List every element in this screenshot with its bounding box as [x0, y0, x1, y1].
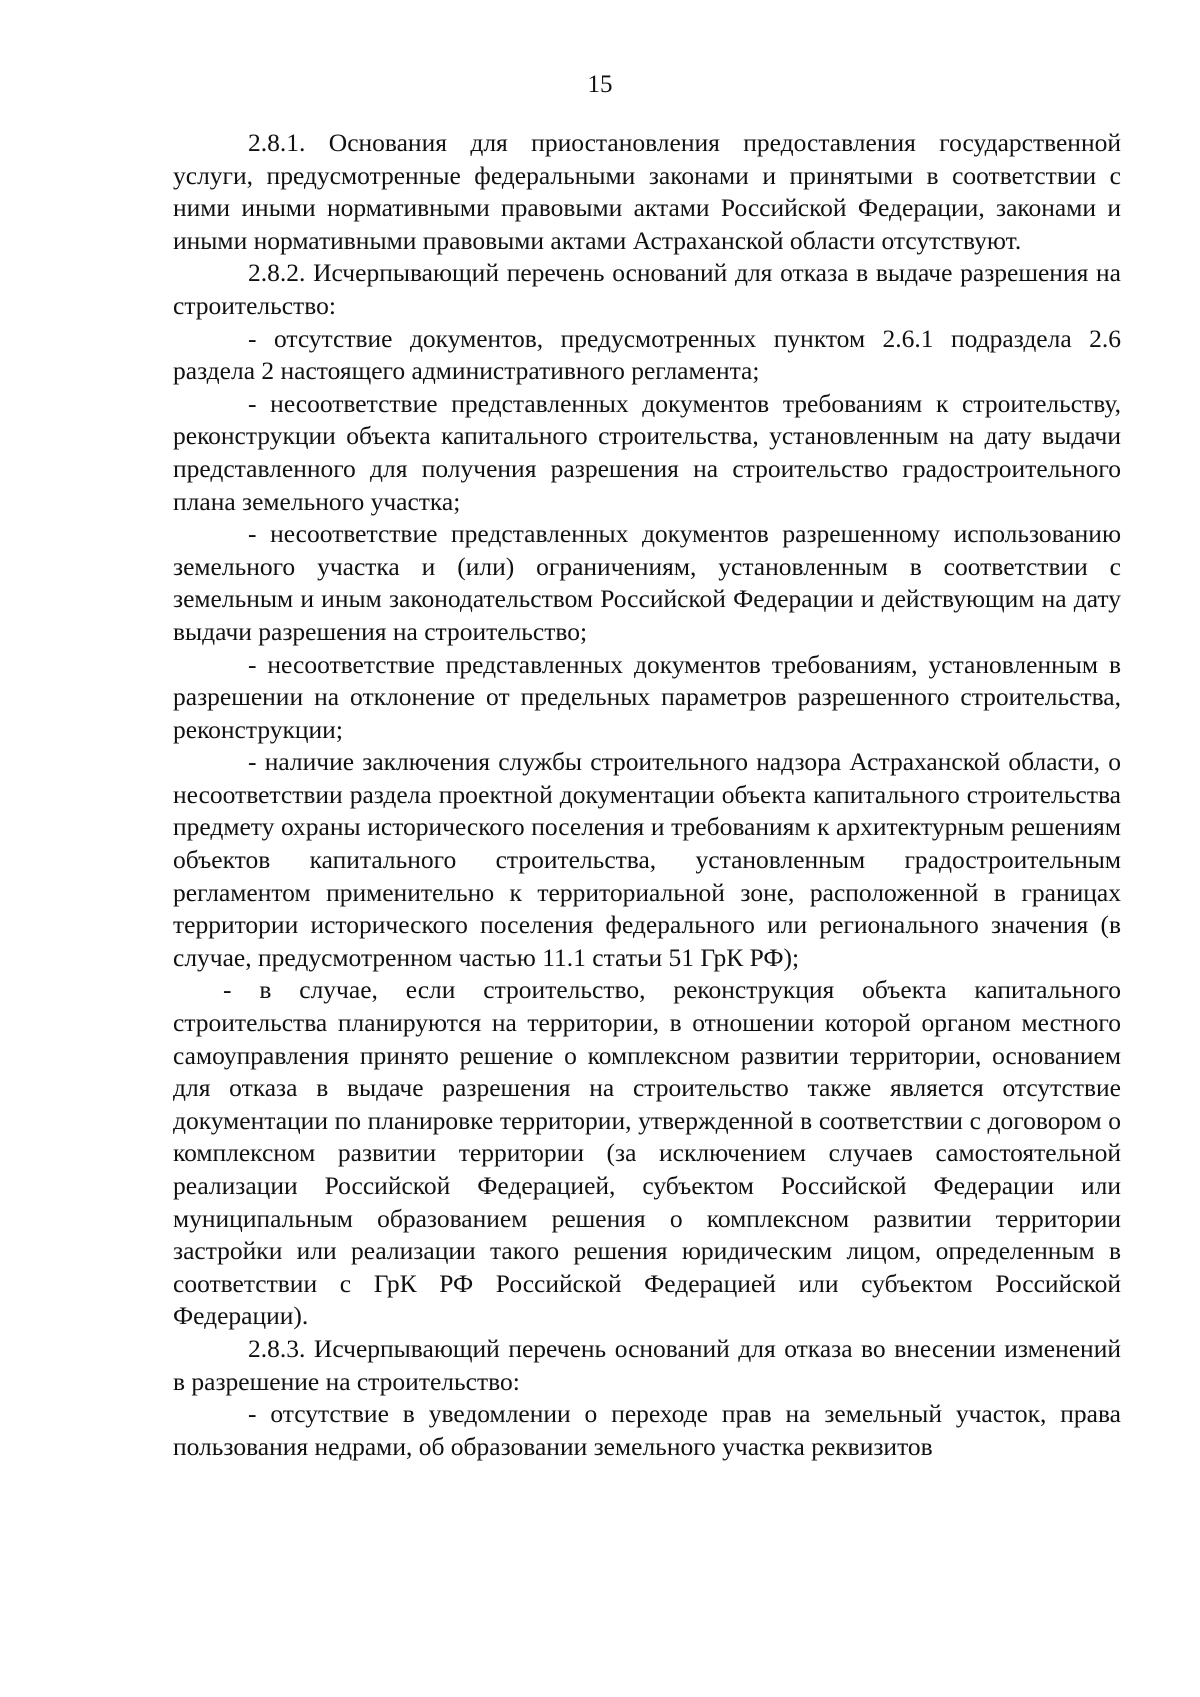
paragraph-2-8-3: 2.8.3. Исчерпывающий перечень оснований для отказа во внесении изменений в разрешение на строительство:	[173, 1333, 1121, 1396]
list-item-construction-requirements: - несоответствие представленных документов требованиям к строительству, реконструкции объекта капитального строительства, установленным на дату выдачи представленного для получения разрешения на строительство градостроительного плана земельного участка;	[173, 388, 1121, 516]
list-item-deviation-permit: - несоответствие представленных документов требованиям, установленным в разрешении на отклонение от предельных параметров разрешенного строительства, реконструкции;	[173, 649, 1121, 744]
paragraph-2-8-2: 2.8.2. Исчерпывающий перечень оснований для отказа в выдаче разрешения на строительство:	[173, 258, 1121, 320]
page-number: 15	[587, 71, 613, 98]
list-item-missing-documents: - отсутствие документов, предусмотренных пунктом 2.6.1 подраздела 2.6 раздела 2 настоящего административного регламента;	[173, 323, 1121, 386]
list-item-permitted-use: - несоответствие представленных документов разрешенному использованию земельного участка и (или) ограничениям, установленным в соответствии с земельным и иным законодательством Российской Федерации и действующим на дату выдачи разрешения на строительство;	[173, 519, 1121, 646]
list-item-notification-details: - отсутствие в уведомлении о переходе прав на земельный участок, права пользования недрами, об образовании земельного участка реквизитов	[173, 1399, 1121, 1461]
document-body	[173, 127, 1121, 1463]
paragraph-2-8-1: 2.8.1. Основания для приостановления предоставления государственной услуги, предусмотренные федеральными законами и принятыми в соответствии с ними иными нормативными правовыми актами Российской Федерации, законами и иными нормативными правовыми актами Астраханской области отсутствуют.	[173, 128, 1121, 255]
list-item-supervision-conclusion: - наличие заключения службы строительного надзора Астраханской области, о несоответствии раздела проектной документации объекта капитального строительства предмету охраны исторического поселения и требованиям к архитектурным решениям объектов капитального строительства, установленным градостроительным регламентом применительно к территориальной зоне, расположенной в границах территории исторического поселения федерального или регионального значения (в случае, предусмотренном частью 11.1 статьи 51 ГрК РФ);	[173, 747, 1121, 972]
list-item-complex-development: - в случае, если строительство, реконструкция объекта капитального строительства планируются на территории, в отношении которой органом местного самоуправления принято решение о комплексном развитии территории, основанием для отказа в выдаче разрешения на строительство также является отсутствие документации по планировке территории, утвержденной в соответствии с договором о комплексном развитии территории (за исключением случаев самостоятельной реализации Российской Федерацией, субъектом Российской Федерации или муниципальным образованием решения о комплексном развитии территории застройки или реализации такого решения юридическим лицом, определенным в соответствии с ГрК РФ Российской Федерацией или субъектом Российской Федерации).	[173, 975, 1121, 1331]
